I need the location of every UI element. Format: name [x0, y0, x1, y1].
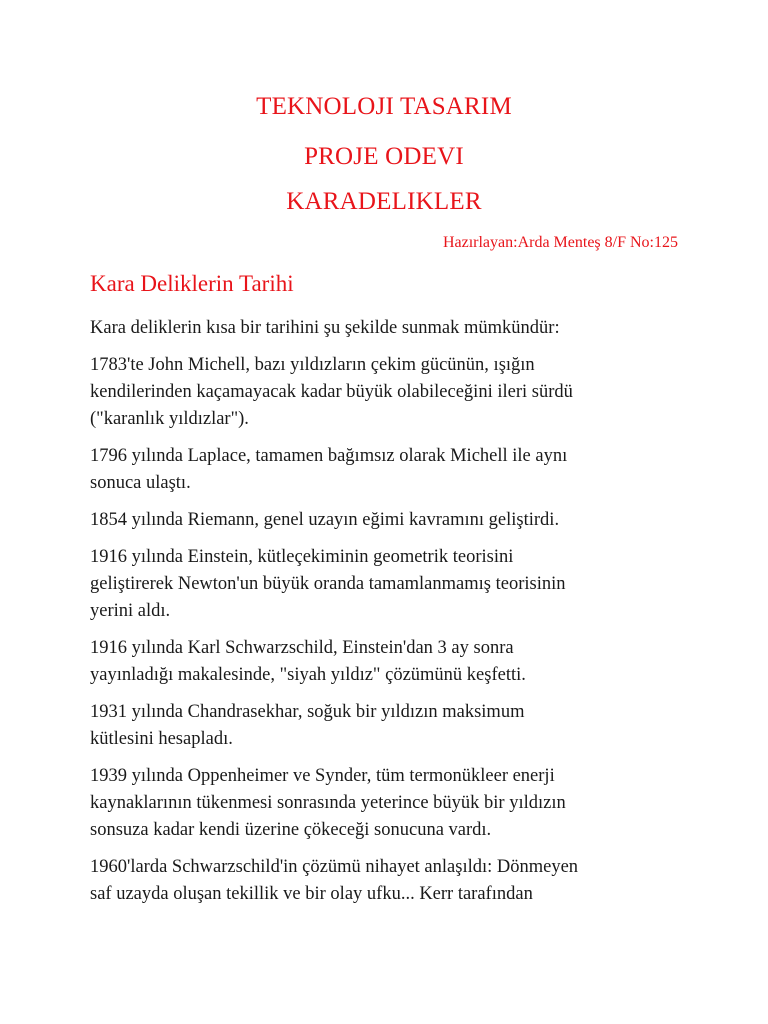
paragraph-line: geliştirerek Newton'un büyük oranda tamamlanmamış teorisinin [90, 574, 566, 594]
paragraph-line: 1916 yılında Karl Schwarzschild, Einstein'dan 3 ay sonra [90, 638, 514, 658]
paragraph-line: 1854 yılında Riemann, genel uzayın eğimi kavramını geliştirdi. [90, 510, 560, 530]
paragraph-4 [90, 544, 690, 625]
paragraph-line: ("karanlık yıldızlar"). [90, 409, 249, 429]
paragraph-line: saf uzayda oluşan tekillik ve bir olay ufku... Kerr tarafından [90, 884, 533, 904]
paragraph-0 [90, 315, 690, 342]
paragraph-line: sonsuza kadar kendi üzerine çökeceği sonucuna vardı. [90, 820, 492, 840]
paragraph-line: 1916 yılında Einstein, kütleçekiminin geometrik teorisini [90, 547, 514, 567]
title-line-1: TEKNOLOJI TASARIM [256, 93, 512, 120]
title-line-2: PROJE ODEVI [304, 143, 464, 170]
section-heading: Kara Deliklerin Tarihi [90, 271, 294, 296]
paragraph-line: kendilerinden kaçamayacak kadar büyük olabileceğini ileri sürdü [90, 382, 573, 402]
body-text [90, 315, 690, 918]
paragraph-1 [90, 352, 690, 433]
author-line: Hazırlayan:Arda Menteş 8/F No:125 [442, 234, 678, 251]
paragraph-5 [90, 635, 690, 689]
paragraph-line: sonuca ulaştı. [90, 473, 191, 493]
title-line-3: KARADELIKLER [286, 188, 482, 215]
paragraph-line: kaynaklarının tükenmesi sonrasında yeterince büyük bir yıldızın [90, 793, 566, 813]
paragraph-3 [90, 507, 690, 534]
paragraph-line: 1931 yılında Chandrasekhar, soğuk bir yıldızın maksimum [90, 702, 525, 722]
paragraph-line: 1939 yılında Oppenheimer ve Synder, tüm termonükleer enerji [90, 766, 555, 786]
paragraph-line: yayınladığı makalesinde, "siyah yıldız" çözümünü keşfetti. [90, 665, 526, 685]
paragraph-line: 1960'larda Schwarzschild'in çözümü nihayet anlaşıldı: Dönmeyen [90, 857, 579, 877]
paragraph-2 [90, 443, 690, 497]
paragraph-line: 1796 yılında Laplace, tamamen bağımsız olarak Michell ile aynı [90, 446, 568, 466]
paragraph-8 [90, 854, 690, 908]
paragraph-6 [90, 699, 690, 753]
paragraph-line: kütlesini hesapladı. [90, 729, 233, 749]
paragraph-7 [90, 763, 690, 844]
paragraph-line: 1783'te John Michell, bazı yıldızların çekim gücünün, ışığın [90, 355, 535, 375]
paragraph-line: yerini aldı. [90, 601, 171, 621]
paragraph-line: Kara deliklerin kısa bir tarihini şu şekilde sunmak mümkündür: [90, 318, 560, 338]
